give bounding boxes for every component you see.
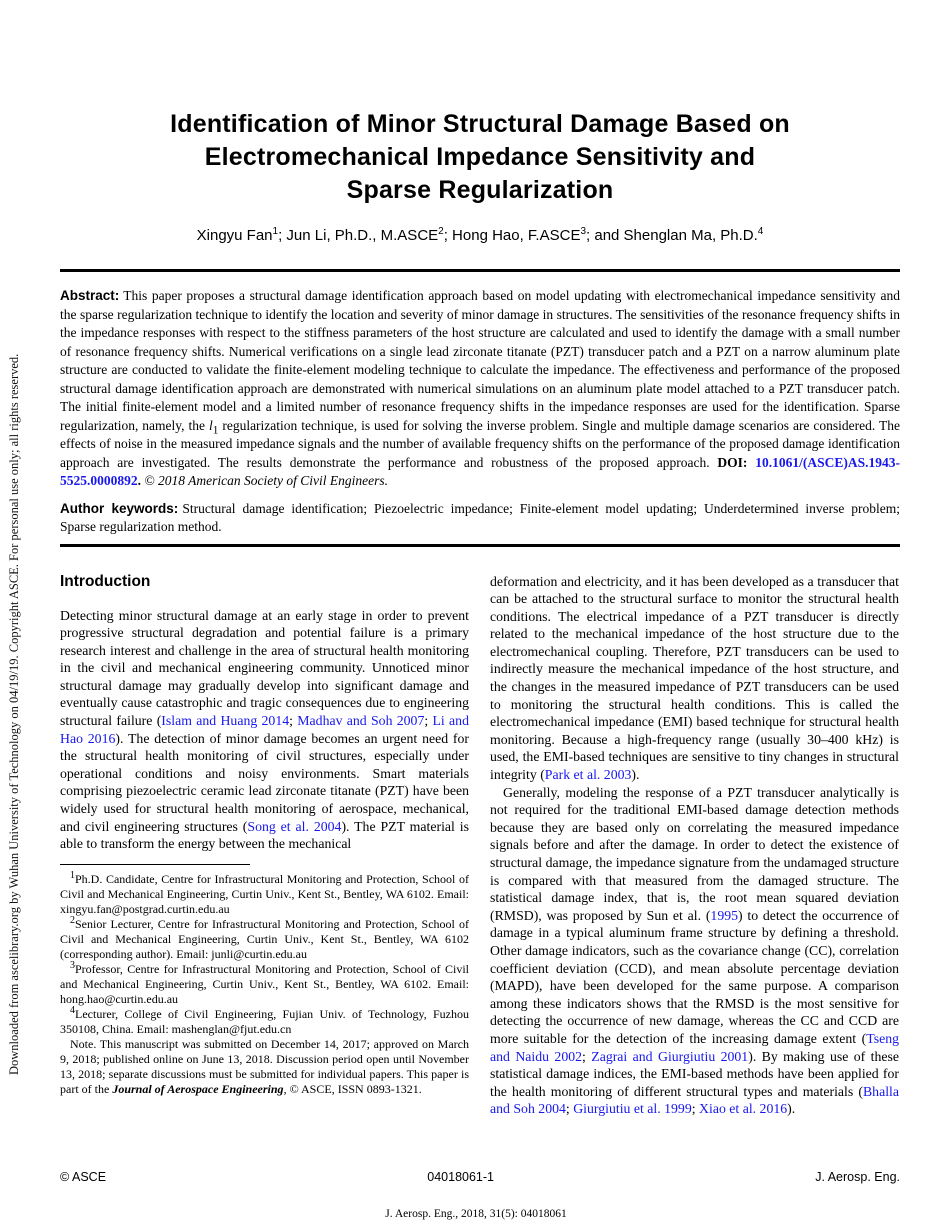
abstract-label: Abstract: — [60, 288, 120, 303]
article-title-line1: Identification of Minor Structural Damage Based on — [170, 110, 790, 138]
text-segment: 2 — [438, 226, 444, 237]
footnote-4 — [60, 1004, 469, 1037]
citation-link[interactable]: Madhav and Soh 2007 — [297, 713, 425, 729]
keywords-label: Author keywords: — [60, 500, 179, 516]
text-segment: © 2018 American Society of Civil Engineers. — [144, 473, 388, 488]
text-segment: regularization technique, is used for solving the inverse problem. Single and multiple damage scenarios are considered. The effects of noise in the measured impedance signals and the number of available frequency shifts on the performance of the proposed damage identification approach are investigated. The results demonstrate the performance and robustness of the proposed approach. — [60, 417, 900, 470]
right-column — [490, 573, 899, 1151]
article-title-line2: Electromechanical Impedance Sensitivity and — [204, 143, 756, 171]
left-column — [60, 573, 469, 1151]
text-segment: Generally, modeling the response of a PZT transducer analytically is not required for the traditional EMI-based damage detection methods because they are based only on correlating the measured impedance signals before and after the damage. In order to detect the existence of structural damage, the impedance signature from the undamaged structure is compared with that measured from the damaged structure. The statistical damage index, that is, the root mean squared deviation (RMSD), was proposed by Sun et al. ( — [490, 784, 899, 923]
citation-link[interactable]: Xiao et al. 2016 — [699, 1101, 788, 1117]
citation-link[interactable]: Zagrai and Giurgiutiu 2001 — [591, 1048, 749, 1064]
citation-link[interactable]: Giurgiutiu et al. 1999 — [573, 1101, 692, 1117]
text-segment: ; Hong Hao, F.ASCE — [443, 227, 581, 244]
footnote-3 — [60, 959, 469, 1007]
text-segment: ) to detect the occurrence of damage in a typical aluminum frame structure by defining a threshold. Other damage indicators, such as the covariance change (CC), correlation coefficient deviation (CCD), and mean absolute percentage deviation (MAPD), have been developed for the same purpose. A comparison among these indicators shows that the RMSD is the most sensitive for detecting the occurrence of new damage, whereas the CC and CCD are more suitable for the detection of the increasing damage extent ( — [490, 907, 899, 1046]
citation-link[interactable]: Tseng and Naidu 2002 — [490, 1030, 899, 1064]
text-segment: DOI: — [717, 454, 756, 470]
text-segment: ). The detection of minor damage becomes an urgent need for the structural health monitoring of civil structures, especially under operational conditions and noisy environments. Smart materials comprising piezoelectric ceramic lead zirconate titanate (PZT) have been widely used for structural health monitoring of aerospace, mechanical, and civil engineering structures ( — [60, 730, 469, 834]
section-heading-introduction: Introduction — [60, 572, 151, 590]
text-segment: 3 — [580, 226, 587, 237]
text-segment: ). — [787, 1101, 796, 1117]
text-segment: Ph.D. Candidate, Centre for Infrastructural Monitoring and Protection, School of Civil and Mechanical Engineering, Curtin Univ., Kent St., Bentley, WA 6102. Email: xingyu.fan@postgrad.curtin.edu.au — [60, 871, 469, 916]
citation-link[interactable]: Li and Hao 2016 — [60, 713, 469, 746]
text-segment: Journal of Aerospace Engineering — [112, 1081, 284, 1096]
abstract-paragraph — [60, 287, 900, 491]
footnote-1 — [60, 869, 469, 917]
footnote-note — [60, 1037, 469, 1097]
text-segment: ). The PZT material is able to transform the energy between the mechanical — [60, 818, 469, 852]
citation-link[interactable]: Song et al. 2004 — [247, 818, 342, 834]
text-segment: 2 — [70, 914, 75, 926]
two-column-body — [60, 573, 900, 1151]
text-segment: ; — [582, 1048, 592, 1064]
abstract-text — [60, 288, 900, 488]
text-segment: l — [208, 417, 213, 433]
footnote-divider — [60, 864, 250, 865]
text-segment: Xingyu Fan — [196, 227, 273, 244]
text-segment: ). By making use of these statistical damage indices, the EMI-based methods have been applied for the health monitoring of different structural types and materials ( — [490, 1048, 899, 1099]
citation-link[interactable]: Park et al. 2003 — [544, 767, 632, 783]
footer-page-number: 04018061-1 — [427, 1170, 494, 1184]
text-segment: ). — [631, 767, 640, 783]
citation-link[interactable]: Islam and Huang 2014 — [161, 713, 290, 729]
page-footer — [60, 1170, 900, 1184]
footnote-2 — [60, 914, 469, 962]
text-segment: 1 — [272, 226, 279, 237]
text-segment: 1 — [70, 869, 75, 881]
text-segment: Professor, Centre for Infrastructural Monitoring and Protection, School of Civil and Mechanical Engineering, Curtin Univ., Kent St., Bentley, WA 6102. Email: hong.hao@curtin.edu.au — [60, 961, 469, 1006]
text-segment: Note. This manuscript was submitted on December 14, 2017; approved on March 9, 2018; published online on June 13, 2018. Discussion period open until November 13, 2018; separate discussions must be submitted for individual papers. This paper is part of the — [60, 1036, 469, 1096]
intro-paragraph-col1 — [60, 607, 469, 853]
abstract-top-divider — [60, 269, 900, 272]
text-segment: This paper proposes a structural damage identification approach based on model updating with electromechanical impedance sensitivity and the sparse regularization technique to identify the location and severity of minor damage in structures. The sensitivities of the resonance frequency shifts in the impedance responses with respect to the stiffness parameters of the host structure are calculated and used to identify the damage with a small number of resonance frequency shifts. Numerical verifications on a single lead zirconate titanate (PZT) transducer patch and a PZT on a narrow aluminum plate structure are conducted to validate the finite-element modeling technique to calculate the impedance. The effectiveness and performance of the proposed structural damage identification approach are demonstrated with numerical simulations on an aluminum plate model attached to a PZT transducer patch. The initial finite-element model and a limited number of resonance frequency shifts in the impedance responses are used for the identification. Sparse regularization, namely, the — [60, 288, 900, 433]
keywords-paragraph — [60, 500, 900, 537]
text-segment: , © ASCE, ISSN 0893-1321. — [283, 1081, 422, 1096]
text-segment: . — [137, 473, 145, 488]
abstract-bottom-divider — [60, 544, 900, 547]
text-segment: 3 — [70, 959, 75, 971]
text-segment: ; — [565, 1101, 574, 1117]
download-watermark: Downloaded from ascelibrary.org by Wuhan University of Technology on 04/19/19. Copyright ASCE. For personal use only; all rights reserved. — [7, 353, 21, 1075]
keywords-text: Structural damage identification; Piezoelectric impedance; Finite-element model updating; Underdetermined inverse problem; Sparse regularization method. — [60, 500, 901, 534]
text-segment: ; — [289, 713, 298, 729]
author-byline — [60, 226, 900, 245]
text-segment: Detecting minor structural damage at an early stage in order to prevent progressive structural degradation and potential failure is a primary research interest and challenge in the area of structural health monitoring in the civil and mechanical engineering community. Unnoticed minor structural damage may gradually develop into significant damage and eventually cause catastrophic and tragic consequences due to engineering structural failure ( — [60, 607, 469, 729]
footnotes-block — [60, 869, 469, 1097]
citation-link[interactable]: Bhalla and Soh 2004 — [490, 1083, 899, 1117]
intro-paragraph-col2-continuation — [490, 573, 899, 784]
text-segment: ; — [424, 713, 433, 729]
intro-paragraph-2 — [490, 784, 899, 1118]
footer-journal-abbrev: J. Aerosp. Eng. — [815, 1170, 900, 1184]
text-segment: 4 — [70, 1004, 75, 1016]
text-segment: Lecturer, College of Civil Engineering, Fujian Univ. of Technology, Fuzhou 350108, China. Email: mashenglan@fjut.edu.cn — [60, 1006, 469, 1036]
text-segment: ; and Shenglan Ma, Ph.D. — [586, 227, 758, 244]
text-segment: deformation and electricity, and it has been developed as a transducer that can be attached to the structural surface to monitor the structural health conditions. The electrical impedance of a PZT transducer is directly related to the mechanical impedance of the host structure due to the electromechanical coupling. Therefore, PZT transducers can be used to indirectly measure the mechanical impedance of the host structure, and the changes in the measured impedance of PZT transducers can be used to monitoring the structural health conditions. This is called the electromechanical impedance (EMI) based technique for structural health monitoring. Because a high-frequency range (usually 30–400 kHz) is used, the EMI-based techniques are sensitive to tiny changes in structural integrity ( — [490, 573, 899, 783]
text-segment: 1 — [212, 424, 219, 437]
article-title — [60, 108, 900, 207]
article-title-line3: Sparse Regularization — [346, 176, 614, 204]
text-segment: 4 — [757, 226, 764, 237]
doi-link[interactable]: 10.1061/(ASCE)AS.1943-5525.0000892 — [60, 454, 901, 488]
text-segment: ; — [691, 1101, 700, 1117]
text-segment: Senior Lecturer, Centre for Infrastructural Monitoring and Protection, School of Civil and Mechanical Engineering, Curtin Univ., Kent St., Bentley, WA 6102 (corresponding author). Email: junli@curtin.edu.au — [60, 916, 469, 961]
text-segment: ; Jun Li, Ph.D., M.ASCE — [278, 227, 439, 244]
citation-line: J. Aerosp. Eng., 2018, 31(5): 04018061 — [385, 1208, 567, 1220]
citation-link[interactable]: 1995 — [710, 907, 739, 923]
footer-copyright: © ASCE — [60, 1170, 107, 1184]
page-content — [60, 0, 900, 1151]
